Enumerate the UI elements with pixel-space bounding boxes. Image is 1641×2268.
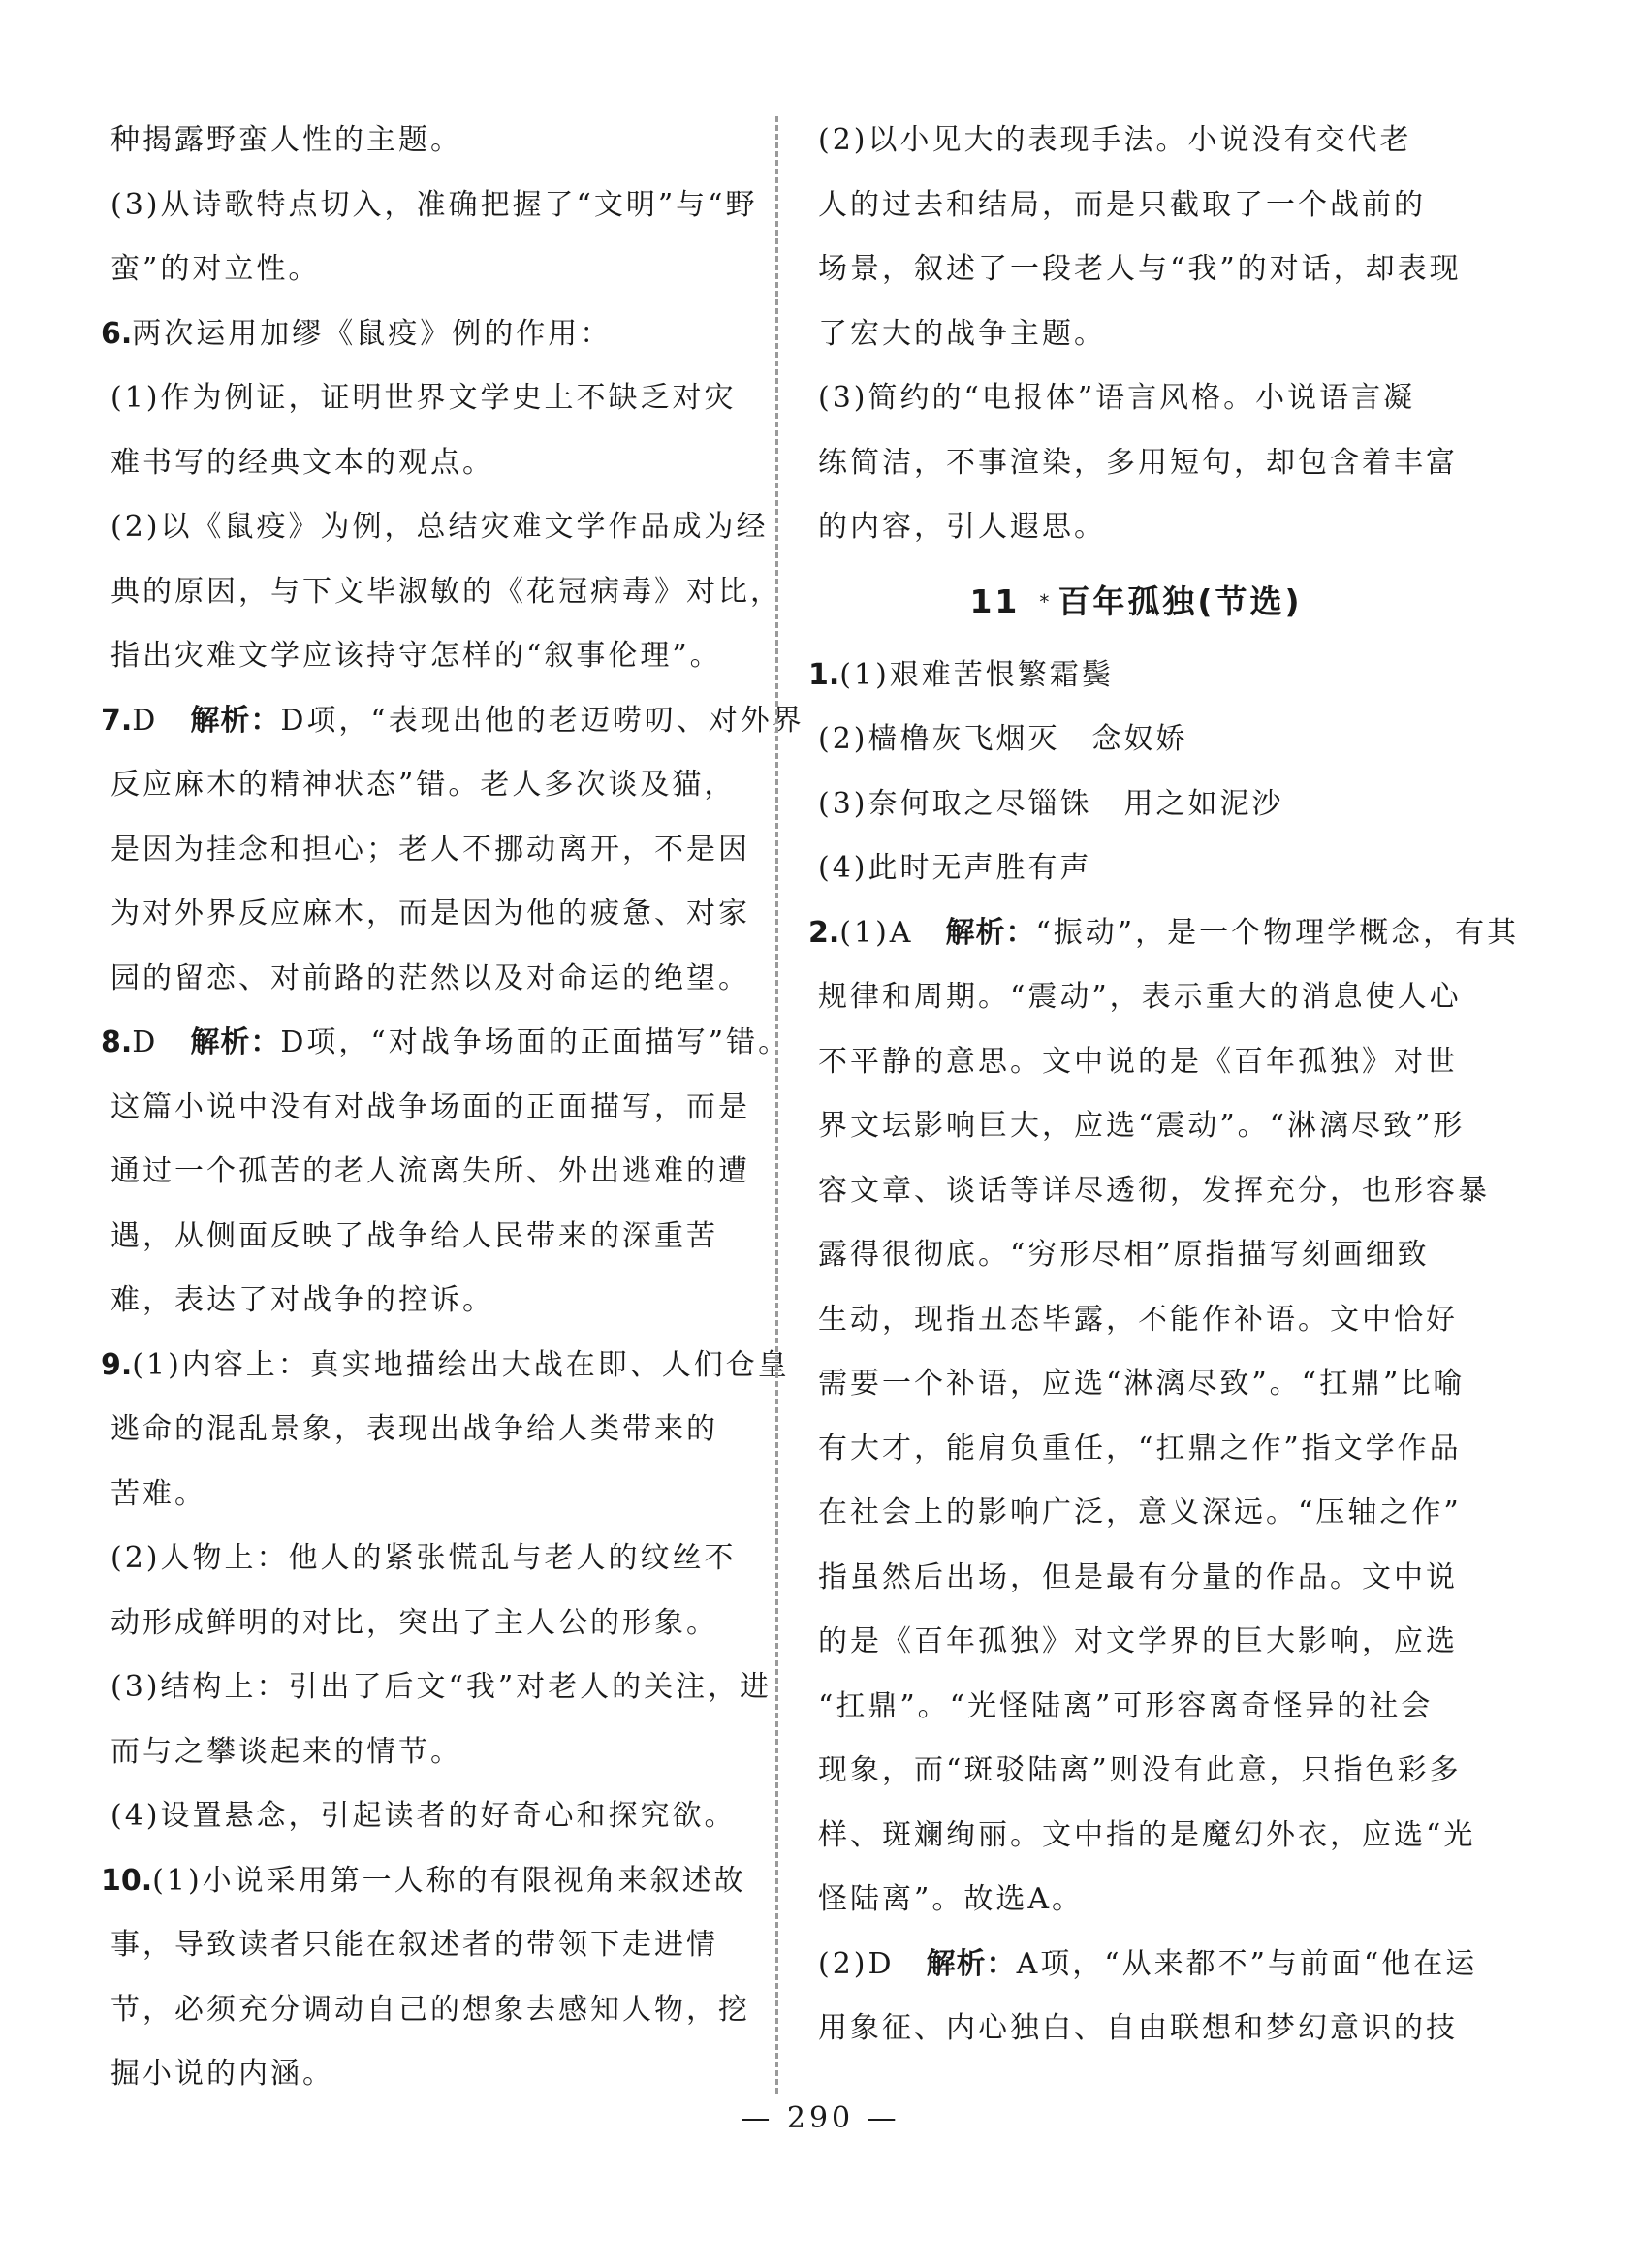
jiexi-label: 解析：	[190, 703, 281, 738]
text-line: 苦难。	[110, 1476, 206, 1511]
answer-letter: D	[132, 1025, 159, 1059]
text-line: 怪陆离”。故选A。	[818, 1882, 1085, 1916]
text-line: 种揭露野蛮人性的主题。	[110, 123, 462, 157]
text-line: (3)结构上：引出了后文“我”对老人的关注，进	[110, 1670, 773, 1704]
text-line: 界文坛影响巨大，应选“震动”。“淋漓尽致”形	[818, 1109, 1466, 1143]
right-column	[808, 109, 1520, 2062]
question-2: 2.(1)A 解析：“振动”，是一个物理学概念，有其	[808, 915, 1520, 950]
text-line: (2)以《鼠疫》为例，总结灾难文学作品成为经	[110, 510, 769, 544]
text-line: 指出灾难文学应该持守怎样的“叙事伦理”。	[110, 639, 722, 673]
text-line: 需要一个补语，应选“淋漓尽致”。“扛鼎”比喻	[818, 1367, 1466, 1401]
text-line: 规律和周期。“震动”，表示重大的消息使人心	[818, 980, 1462, 1014]
text-line: 的是《百年孤独》对文学界的巨大影响，应选	[818, 1624, 1458, 1658]
text-line: 现象，而“斑驳陆离”则没有此意，只指色彩多	[818, 1753, 1462, 1787]
text-line: 而与之攀谈起来的情节。	[110, 1734, 462, 1769]
text-line: 样、斑斓绚丽。文中指的是魔幻外衣，应选“光	[818, 1817, 1476, 1852]
text-line: (4)此时无声胜有声	[818, 851, 1092, 885]
text-line: (2)D 解析：A项，“从来都不”与前面“他在运	[818, 1946, 1478, 1981]
text-line: 园的留恋、对前路的茫然以及对命运的绝望。	[110, 961, 750, 995]
text-line: (4)设置悬念，引起读者的好奇心和探究欲。	[110, 1799, 737, 1833]
question-8: 8.D 解析：D项，“对战争场面的正面描写”错。	[101, 1025, 791, 1059]
question-number: 6.	[101, 316, 133, 351]
question-9: 9.(1)内容上：真实地描绘出大战在即、人们仓皇	[101, 1347, 790, 1382]
question-number: 7.	[101, 703, 133, 738]
text-line: 为对外界反应麻木，而是因为他的疲惫、对家	[110, 897, 750, 930]
text-line: 动形成鲜明的对比，突出了主人公的形象。	[110, 1605, 718, 1640]
question-number: 9.	[101, 1347, 133, 1382]
text-line: 通过一个孤苦的老人流离失所、外出逃难的遭	[110, 1154, 750, 1188]
text-line: 难书写的经典文本的观点。	[110, 445, 494, 480]
section-title-text: 百年孤独(节选)	[1057, 582, 1303, 620]
text-line: 容文章、谈话等详尽透彻，发挥充分，也形容暴	[818, 1173, 1490, 1208]
text-line: 在社会上的影响广泛，意义深远。“压轴之作”	[818, 1496, 1462, 1529]
text-line: (1)作为例证，证明世界文学史上不缺乏对灾	[110, 381, 737, 415]
text-line: 生动，现指丑态毕露，不能作补语。文中恰好	[818, 1302, 1458, 1337]
page-number: — 290 —	[741, 2101, 900, 2135]
text-line: “扛鼎”。“光怪陆离”可形容离奇怪异的社会	[818, 1688, 1434, 1723]
question-number: 1.	[808, 657, 840, 692]
text-line: 的内容，引人遐思。	[818, 510, 1106, 544]
text-line: 是因为挂念和担心；老人不挪动离开，不是因	[110, 832, 750, 866]
text-line: 场景，叙述了一段老人与“我”的对话，却表现	[818, 252, 1462, 286]
text-line: 难，表达了对战争的控诉。	[110, 1283, 494, 1317]
text-line: 遇，从侧面反映了战争给人民带来的深重苦	[110, 1218, 718, 1253]
text-line: 事，导致读者只能在叙述者的带领下走进情	[110, 1928, 718, 1962]
question-10: 10.(1)小说采用第一人称的有限视角来叙述故	[101, 1863, 746, 1898]
text-line: 掘小说的内涵。	[110, 2057, 334, 2091]
jiexi-label: 解析：	[190, 1025, 281, 1059]
left-column	[101, 109, 805, 2107]
text-line: 了宏大的战争主题。	[818, 316, 1106, 351]
answer-letter: D	[132, 703, 159, 738]
text-line: 人的过去和结局，而是只截取了一个战前的	[818, 187, 1426, 222]
text-line: (3)从诗歌特点切入，准确把握了“文明”与“野	[110, 187, 758, 222]
question-number: 10.	[101, 1863, 153, 1898]
question-number: 8.	[101, 1025, 133, 1059]
question-7: 7.D 解析：D项，“表现出他的老迈唠叨、对外界	[101, 703, 805, 738]
text-line: (3)奈何取之尽锱铢 用之如泥沙	[818, 786, 1284, 821]
text-line: (3)简约的“电报体”语言风格。小说语言凝	[818, 381, 1416, 415]
text-line: 用象征、内心独白、自由联想和梦幻意识的技	[818, 2011, 1458, 2045]
text-line: 指虽然后出场，但是最有分量的作品。文中说	[818, 1559, 1458, 1594]
text-line: (2)樯橹灰飞烟灭 念奴娇	[818, 722, 1188, 756]
section-star: *	[1039, 589, 1053, 614]
text-line: 这篇小说中没有对战争场面的正面描写，而是	[110, 1089, 750, 1124]
question-1: 1.(1)艰难苦恨繁霜鬓	[808, 657, 1114, 692]
text-line: 典的原因，与下文毕淑敏的《花冠病毒》对比，	[110, 574, 782, 609]
text-line: 露得很彻底。“穷形尽相”原指描写刻画细致	[818, 1238, 1430, 1272]
text-line: (2)人物上：他人的紧张慌乱与老人的纹丝不	[110, 1541, 737, 1575]
text-line: 逃命的混乱景象，表现出战争给人类带来的	[110, 1412, 718, 1446]
text-line: 蛮”的对立性。	[110, 252, 321, 286]
text-line: 有大才，能肩负重任，“扛鼎之作”指文学作品	[818, 1431, 1462, 1465]
jiexi-label: 解析：	[926, 1946, 1017, 1981]
question-number: 2.	[808, 915, 840, 950]
text-line: 练简洁，不事渲染，多用短句，却包含着丰富	[818, 445, 1458, 480]
text-line: 节，必须充分调动自己的想象去感知人物，挖	[110, 1992, 750, 2027]
text-line: (2)以小见大的表现手法。小说没有交代老	[818, 123, 1412, 157]
jiexi-label: 解析：	[945, 915, 1036, 950]
section-title	[808, 560, 1464, 644]
text-line: 不平静的意思。文中说的是《百年孤独》对世	[818, 1044, 1458, 1079]
section-number: 11	[969, 582, 1021, 620]
question-6: 6.两次运用加缪《鼠疫》例的作用：	[101, 316, 613, 351]
column-divider	[775, 116, 778, 2094]
text-line: 反应麻木的精神状态”错。老人多次谈及猫，	[110, 768, 737, 802]
